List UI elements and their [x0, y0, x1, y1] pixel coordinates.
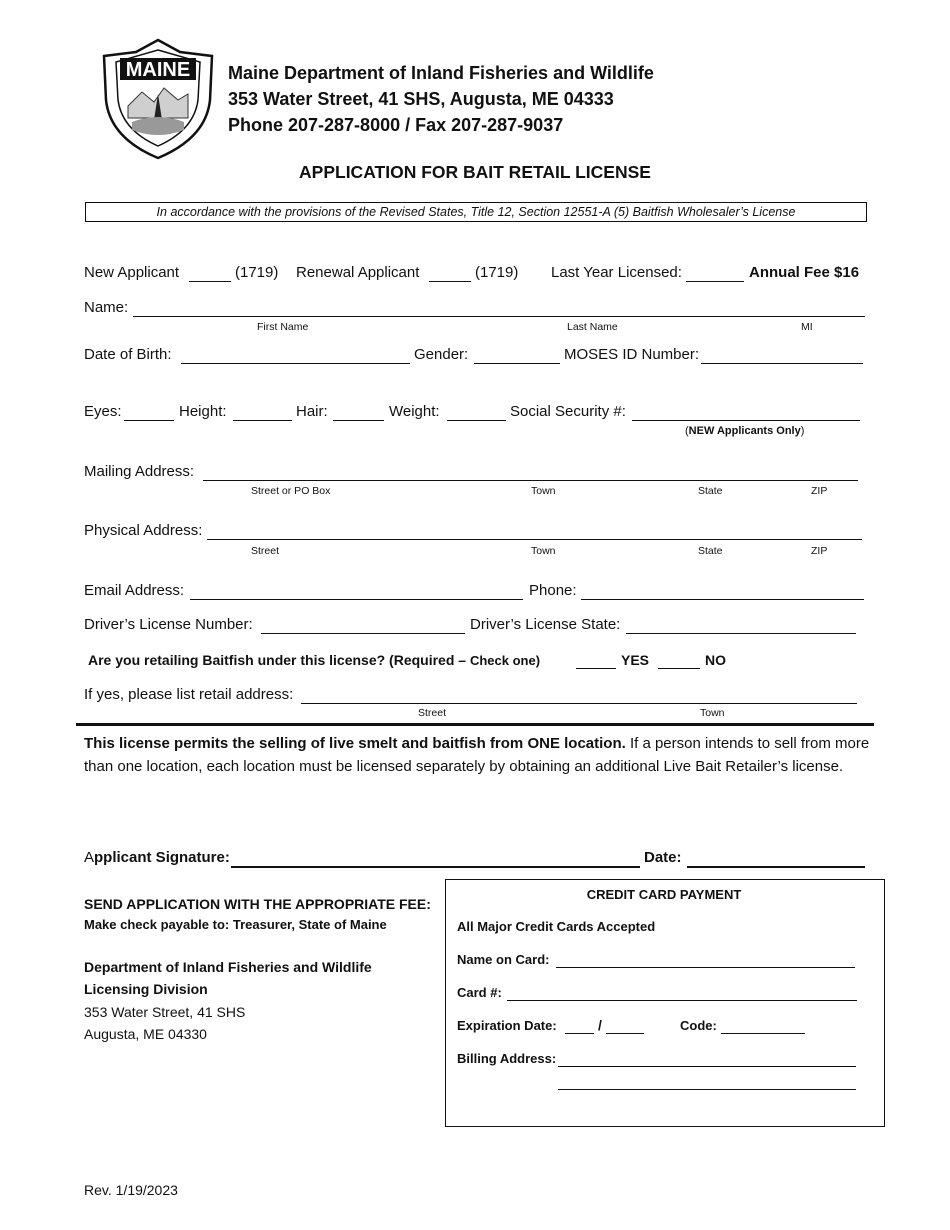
- cc-number-field[interactable]: [507, 1000, 857, 1001]
- height-label: Height:: [179, 403, 227, 420]
- form-title: APPLICATION FOR BAIT RETAIL LICENSE: [299, 162, 651, 182]
- retail-address-field[interactable]: [301, 703, 857, 704]
- cc-code-field[interactable]: [721, 1033, 805, 1034]
- phone-label: Phone:: [529, 582, 577, 599]
- send-heading: SEND APPLICATION WITH THE APPROPRIATE FEE:: [84, 896, 431, 912]
- gender-field[interactable]: [474, 363, 560, 364]
- baitfish-no-label: NO: [705, 652, 726, 668]
- send-dept: Department of Inland Fisheries and Wildlife: [84, 959, 372, 975]
- cc-title: CREDIT CARD PAYMENT: [586, 887, 742, 902]
- physical-town-caption: Town: [531, 545, 556, 557]
- physical-state-caption: State: [698, 545, 723, 557]
- annual-fee: Annual Fee $16: [749, 264, 860, 281]
- cc-billing-field-2[interactable]: [558, 1089, 856, 1090]
- baitfish-yes-label: YES: [621, 652, 650, 668]
- signature-date-label: Date:: [644, 849, 682, 866]
- cc-number-label: Card #:: [457, 985, 502, 1000]
- retail-address-label: If yes, please list retail address:: [84, 686, 294, 703]
- hair-field[interactable]: [333, 420, 384, 421]
- cc-code-label: Code:: [680, 1018, 717, 1033]
- cc-exp-year-field[interactable]: [606, 1033, 644, 1034]
- send-city: Augusta, ME 04330: [84, 1026, 207, 1042]
- agency-name: Maine Department of Inland Fisheries and Wildlife: [228, 63, 654, 83]
- weight-label: Weight:: [389, 403, 440, 420]
- last-year-licensed-label: Last Year Licensed:: [551, 264, 682, 281]
- phone-field[interactable]: [581, 599, 864, 600]
- agency-address: 353 Water Street, 41 SHS, Augusta, ME 04333: [228, 89, 614, 109]
- renewal-applicant-label: Renewal Applicant: [296, 264, 420, 281]
- cc-exp-month-field[interactable]: [565, 1033, 594, 1034]
- physical-address-field[interactable]: [207, 539, 862, 540]
- name-label: Name:: [84, 299, 129, 316]
- dl-state-label: Driver’s License State:: [470, 616, 621, 633]
- mailing-street-caption: Street or PO Box: [251, 485, 331, 497]
- cc-exp-label: Expiration Date:: [457, 1018, 557, 1033]
- signature-date-field[interactable]: [687, 866, 865, 868]
- name-field[interactable]: [133, 316, 865, 317]
- ssn-note: (NEW Applicants Only): [685, 425, 805, 437]
- baitfish-yes-field[interactable]: [576, 668, 616, 669]
- new-applicant-label: New Applicant: [84, 264, 180, 281]
- weight-field[interactable]: [447, 420, 506, 421]
- retail-town-caption: Town: [700, 707, 725, 719]
- dob-field[interactable]: [181, 363, 410, 364]
- agency-seal-logo: [102, 38, 214, 160]
- signature-field[interactable]: [231, 866, 640, 868]
- dl-state-field[interactable]: [626, 633, 856, 634]
- height-field[interactable]: [233, 420, 292, 421]
- email-field[interactable]: [190, 599, 523, 600]
- send-division: Licensing Division: [84, 981, 208, 997]
- mailing-address-field[interactable]: [203, 480, 858, 481]
- ssn-field[interactable]: [632, 420, 860, 421]
- cc-name-label: Name on Card:: [457, 952, 550, 967]
- check-payable: Make check payable to: Treasurer, State of Maine: [84, 917, 387, 932]
- dob-label: Date of Birth:: [84, 346, 172, 363]
- revision-date: Rev. 1/19/2023: [84, 1182, 178, 1198]
- license-note: This license permits the selling of live smelt and baitfish from ONE location. If a person intends to sell from more than one location, each location must be licensed separately by obtaining an additional Live Bait Retailer’s license.: [84, 735, 870, 775]
- first-name-caption: First Name: [257, 321, 309, 333]
- renewal-applicant-field[interactable]: [429, 281, 471, 282]
- physical-address-label: Physical Address:: [84, 522, 203, 539]
- cc-billing-label: Billing Address:: [457, 1051, 557, 1066]
- last-name-caption: Last Name: [567, 321, 618, 333]
- middle-initial-caption: MI: [801, 321, 813, 333]
- moses-id-label: MOSES ID Number:: [564, 346, 700, 363]
- gender-label: Gender:: [414, 346, 469, 363]
- renewal-applicant-code: (1719): [475, 264, 519, 281]
- new-applicant-code: (1719): [235, 264, 279, 281]
- agency-phone-fax: Phone 207-287-8000 / Fax 207-287-9037: [228, 115, 564, 135]
- physical-street-caption: Street: [251, 545, 280, 557]
- eyes-label: Eyes:: [84, 403, 122, 420]
- dl-number-field[interactable]: [261, 633, 465, 634]
- physical-zip-caption: ZIP: [811, 545, 828, 557]
- section-divider: [76, 723, 874, 726]
- hair-label: Hair:: [296, 403, 328, 420]
- new-applicant-field[interactable]: [189, 281, 231, 282]
- mailing-town-caption: Town: [531, 485, 556, 497]
- cc-accepted: All Major Credit Cards Accepted: [457, 919, 656, 934]
- statute-notice: In accordance with the provisions of the Revised States, Title 12, Section 12551-A (5) Baitfish Wholesaler’s License: [85, 202, 867, 222]
- dl-number-label: Driver’s License Number:: [84, 616, 253, 633]
- svg-text:MAINE: MAINE: [125, 59, 191, 81]
- mailing-zip-caption: ZIP: [811, 485, 828, 497]
- signature-label: Applicant Signature:: [84, 849, 230, 866]
- cc-exp-sep: /: [598, 1017, 602, 1033]
- send-street: 353 Water Street, 41 SHS: [84, 1004, 246, 1020]
- moses-id-field[interactable]: [701, 363, 863, 364]
- mailing-state-caption: State: [698, 485, 723, 497]
- ssn-label: Social Security #:: [510, 403, 626, 420]
- baitfish-question: Are you retailing Baitfish under this license? (Required – Check one): [88, 652, 541, 668]
- last-year-licensed-field[interactable]: [686, 281, 744, 282]
- eyes-field[interactable]: [124, 420, 174, 421]
- mailing-address-label: Mailing Address:: [84, 463, 195, 480]
- email-label: Email Address:: [84, 582, 185, 599]
- cc-billing-field-1[interactable]: [558, 1066, 856, 1067]
- retail-street-caption: Street: [418, 707, 447, 719]
- baitfish-no-field[interactable]: [658, 668, 700, 669]
- cc-name-field[interactable]: [556, 967, 855, 968]
